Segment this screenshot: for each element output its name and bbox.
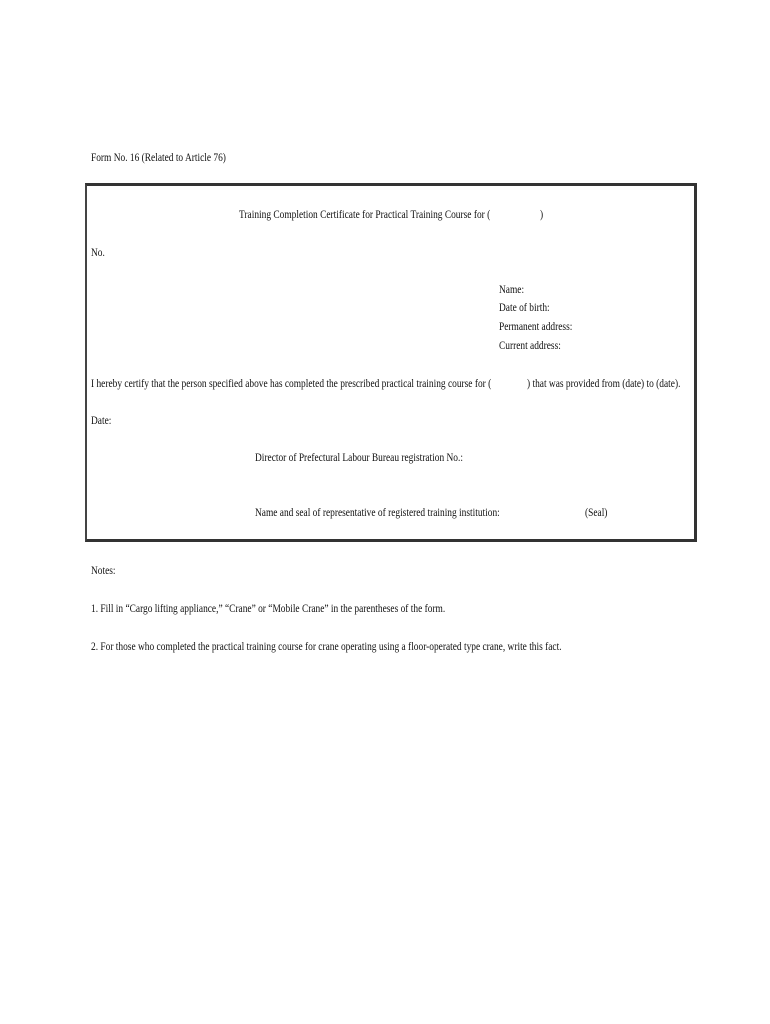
- seal-label: (Seal): [585, 507, 608, 519]
- personal-field-name: Name:: [499, 284, 525, 296]
- notes-heading: Notes:: [91, 565, 116, 577]
- certification-statement-right: ) that was provided from (date) to (date).: [527, 378, 681, 390]
- personal-field-date-of-birth: Date of birth:: [499, 302, 550, 314]
- representative-seal-label: Name and seal of representative of registered training institution:: [255, 507, 500, 519]
- certificate-number-label: No.: [91, 247, 105, 259]
- certification-statement-left: I hereby certify that the person specified above has completed the prescribed practical training course for (: [91, 378, 492, 390]
- personal-field-permanent-address: Permanent address:: [499, 321, 573, 333]
- note-item: 1. Fill in “Cargo lifting appliance,” “Crane” or “Mobile Crane” in the parentheses of the form.: [91, 603, 446, 615]
- note-item: 2. For those who completed the practical training course for crane operating using a floor-operated type crane, write this fact.: [91, 641, 562, 653]
- certificate-title-left: Training Completion Certificate for Practical Training Course for (: [239, 209, 491, 221]
- certificate-frame: [85, 183, 697, 542]
- date-label: Date:: [91, 415, 112, 427]
- certificate-title-right: ): [540, 209, 544, 221]
- form-header: Form No. 16 (Related to Article 76): [91, 152, 226, 164]
- personal-field-current-address: Current address:: [499, 340, 561, 352]
- director-registration-label: Director of Prefectural Labour Bureau registration No.:: [255, 452, 463, 464]
